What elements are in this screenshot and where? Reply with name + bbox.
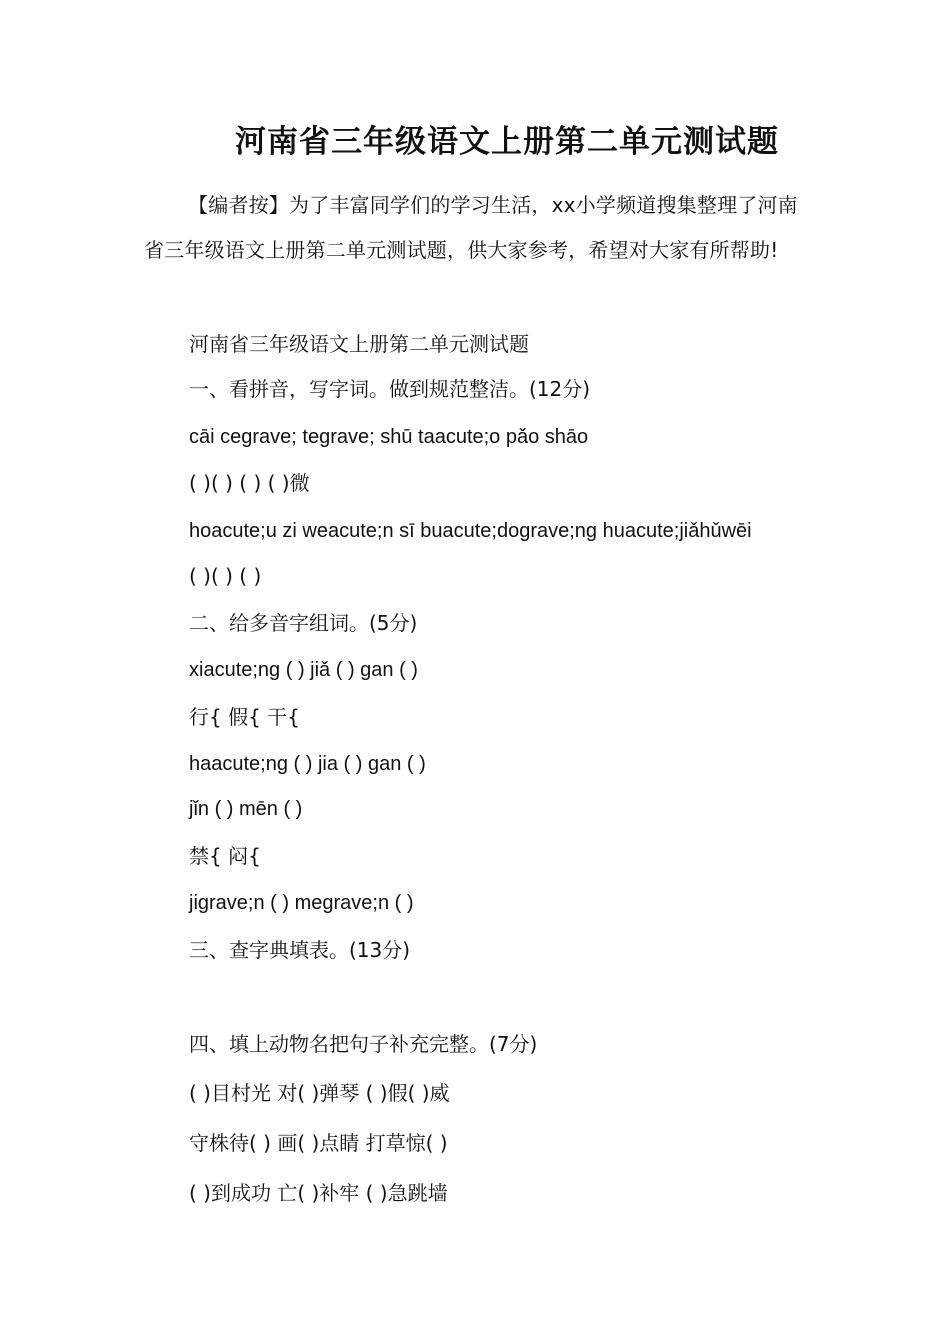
blank-line-1: ( )( ) ( ) ( )微 <box>189 471 310 495</box>
pinyin-line-1: cāi cegrave; tegrave; shū taacute;o pǎo shāo <box>189 426 589 448</box>
section-3-heading: 三、查字典填表。(13分) <box>189 938 411 962</box>
document-title: 河南省三年级语文上册第二单元测试题 <box>235 124 779 160</box>
idiom-line-3: ( )到成功 亡( )补牢 ( )急跳墙 <box>189 1181 448 1205</box>
polyphone-chars-1: 行{ 假{ 干{ <box>189 705 300 729</box>
polyphone-pinyin-2: haacute;ng ( ) jia ( ) gan ( ) <box>189 753 426 775</box>
idiom-line-1: ( )目村光 对( )弹琴 ( )假( )威 <box>189 1081 450 1105</box>
editor-note-paragraph: 【编者按】为了丰富同学们的学习生活，xx小学频道搜集整理了河南省三年级语文上册第二单元测试题，供大家参考，希望对大家有所帮助! <box>144 193 798 262</box>
section-2-heading: 二、给多音字组词。(5分) <box>189 611 418 635</box>
section-4-heading: 四、填上动物名把句子补充完整。(7分) <box>189 1032 538 1056</box>
polyphone-pinyin-3: jǐn ( ) mēn ( ) <box>189 798 303 820</box>
polyphone-pinyin-1: xiacute;ng ( ) jiǎ ( ) gan ( ) <box>189 659 418 681</box>
polyphone-chars-2: 禁{ 闷{ <box>189 844 261 868</box>
idiom-line-2: 守株待( ) 画( )点睛 打草惊( ) <box>189 1131 448 1155</box>
subtitle-line: 河南省三年级语文上册第二单元测试题 <box>189 332 529 356</box>
blank-line-2: ( )( ) ( ) <box>189 564 262 588</box>
polyphone-pinyin-4: jigrave;n ( ) megrave;n ( ) <box>189 892 414 914</box>
pinyin-line-2: hoacute;u zi weacute;n sī buacute;dograve;ng huacute;jiǎhǔwēi <box>189 520 752 542</box>
section-1-heading: 一、看拼音，写字词。做到规范整洁。(12分) <box>189 377 591 401</box>
